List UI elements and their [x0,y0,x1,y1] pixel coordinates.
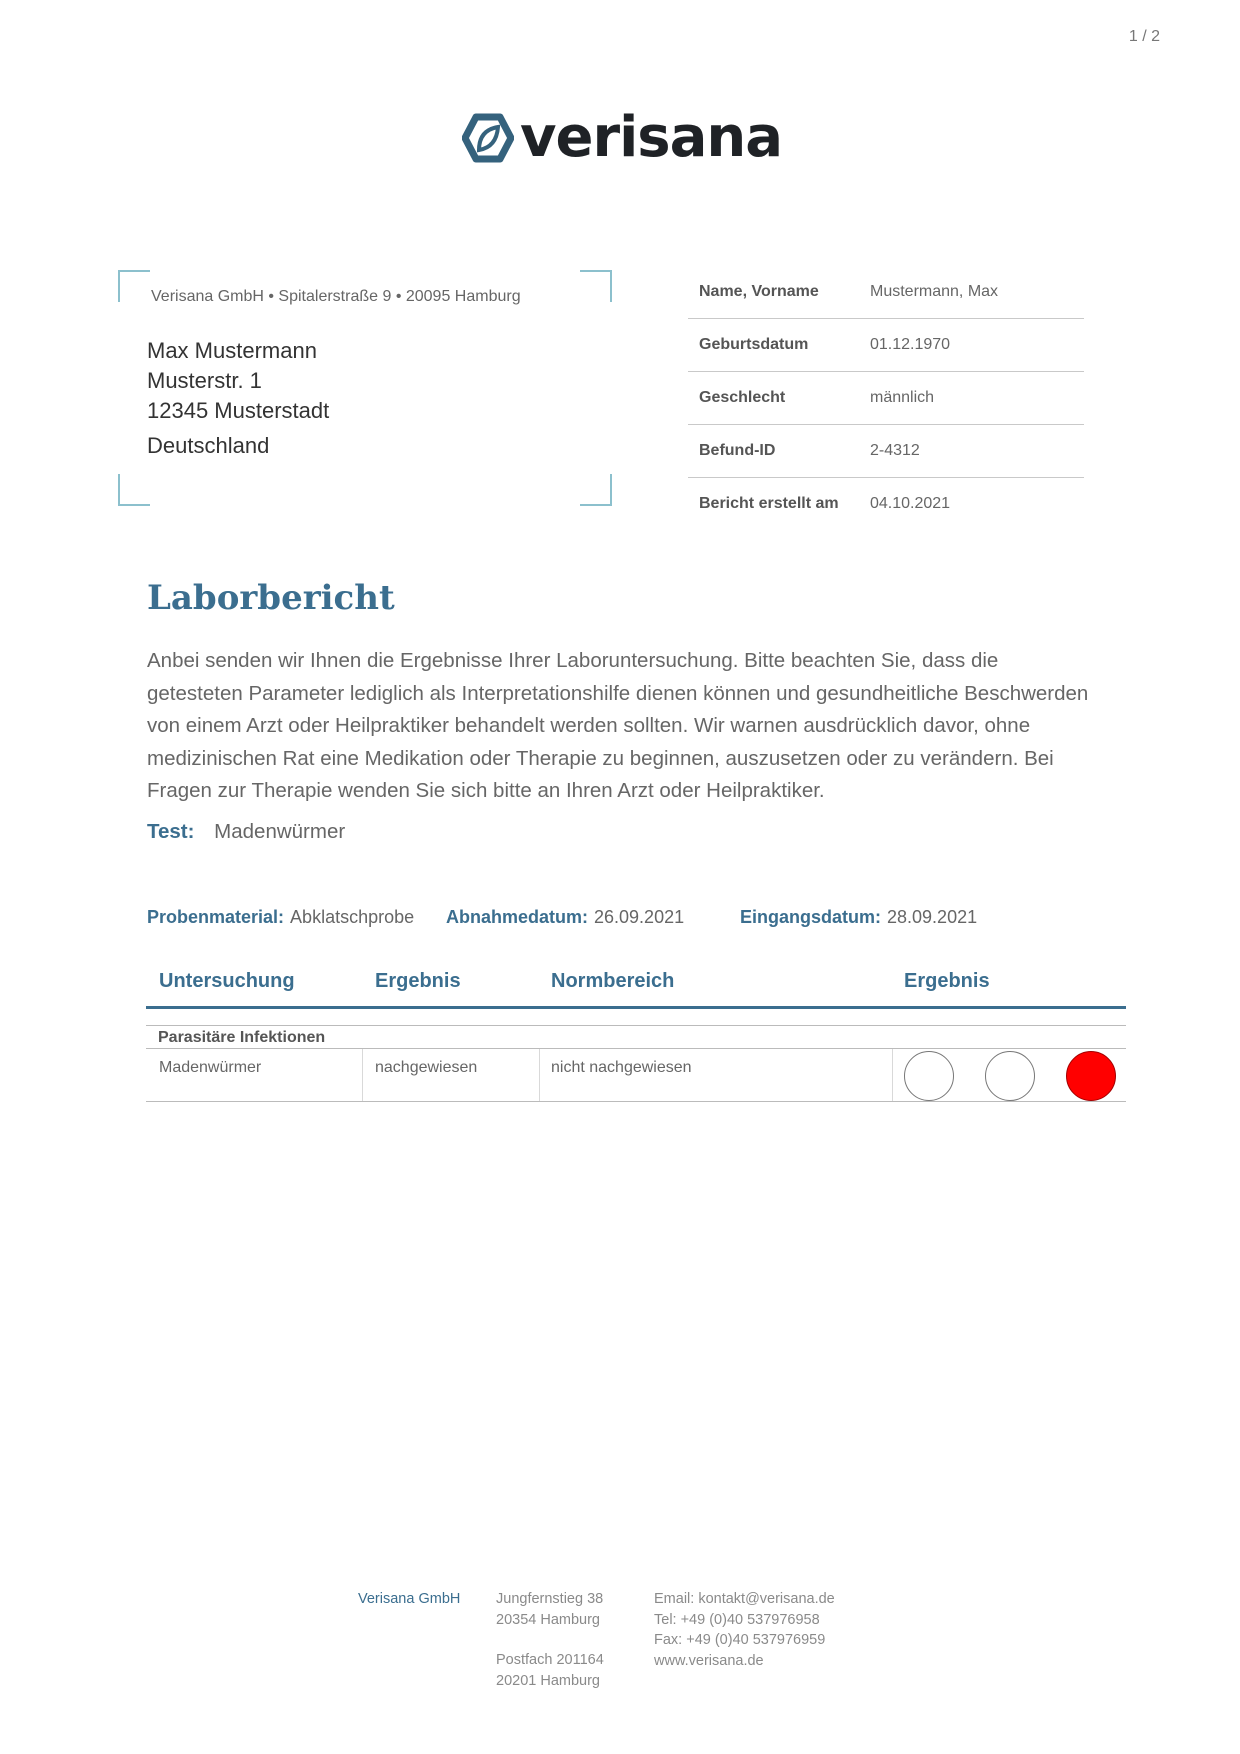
header-ergebnis-indicator: Ergebnis [904,970,990,992]
header-untersuchung: Untersuchung [159,970,295,992]
patient-info-value: männlich [859,372,1084,425]
recipient-name: Max Mustermann [147,338,317,363]
patient-info-row [688,478,1084,531]
sender-line: Verisana GmbH • Spitalerstraße 9 • 20095 Hamburg [151,288,521,305]
row-reference: nicht nachgewiesen [551,1059,692,1076]
report-intro: Anbei senden wir Ihnen die Ergebnisse Ihrer Laboruntersuchung. Bitte beachten Sie, dass die getesteten Parameter lediglich als Interpretationshilfe dienen können und gesundheitliche Beschwerden von einem Arzt oder Heilpraktiker behandelt werden sollten. Wir warnen ausdrücklich davor, ohne medizinischen Rat eine Medikation oder Therapie zu beginnen, auszusetzen oder zu verändern. Bei Fragen zur Therapie wenden Sie sich bitte an Ihren Arzt oder Heilpraktiker. [147,649,1089,802]
footer-address [496,1589,604,1691]
received-date [740,907,977,928]
received-date-value: 28.09.2021 [887,907,978,927]
footer-contact [654,1589,835,1671]
column-divider [892,1049,893,1101]
footer-postbox-city: 20201 Hamburg [496,1672,600,1689]
footer-fax: Fax: +49 (0)40 537976959 [654,1632,826,1648]
group-label: Parasitäre Infektionen [158,1029,326,1046]
collection-date-label: Abnahmedatum: [446,907,589,927]
patient-info-row [688,372,1084,425]
test-label: Test: [147,820,195,843]
patient-info-value: 04.10.2021 [870,495,951,512]
header-ergebnis: Ergebnis [375,970,461,992]
column-divider [362,1049,363,1101]
patient-info-row [688,266,1084,319]
footer-postbox: Postfach 201164 [496,1652,604,1668]
row-test-name: Madenwürmer [159,1059,262,1076]
collection-date [446,907,684,928]
patient-info-row [688,425,1084,478]
patient-info-value: 01.12.1970 [859,319,1084,372]
indicator-circle-high [1066,1051,1116,1101]
results-table [146,958,1126,1102]
recipient-street: Musterstr. 1 [147,368,262,393]
indicator-circle-low [904,1051,954,1101]
patient-info-table [688,266,1084,530]
footer-web: www.verisana.de [654,1652,764,1669]
header-spacer [146,1009,1126,1026]
indicator-circle-mid [985,1051,1035,1101]
address-window [118,270,612,506]
page-number: 1 / 2 [1128,28,1160,45]
row-result: nachgewiesen [375,1059,478,1076]
patient-info-label: Name, Vorname [688,266,859,319]
test-line [147,820,345,844]
patient-info-label: Geschlecht [688,372,859,425]
sample-material [147,907,414,928]
results-header [146,958,1126,1009]
column-divider [539,1049,540,1101]
footer-email: Email: kontakt@verisana.de [654,1591,835,1607]
patient-info-row [688,319,1084,372]
sample-material-label: Probenmaterial: [147,907,285,927]
patient-info-label: Geburtsdatum [688,319,859,372]
patient-info-label: Bericht erstellt am [699,495,839,512]
footer-street: Jungfernstieg 38 [496,1591,604,1607]
recipient-address [147,336,329,461]
report-title: Laborbericht [147,578,395,618]
patient-info-value: Mustermann, Max [859,266,1084,319]
verisana-logo [462,106,782,170]
address-corner-bottom-right [580,474,612,506]
recipient-country: Deutschland [147,433,270,458]
address-corner-top-right [580,270,612,302]
patient-info-label: Befund-ID [688,425,859,478]
recipient-city: 12345 Musterstadt [147,398,330,423]
group-row [146,1026,1126,1049]
footer-tel: Tel: +49 (0)40 537976958 [654,1611,820,1628]
footer-company: Verisana GmbH [358,1591,461,1607]
address-corner-bottom-left [118,474,150,506]
address-corner-top-left [118,270,150,302]
hexagon-leaf-icon [462,112,514,164]
test-value: Madenwürmer [214,820,346,843]
received-date-label: Eingangsdatum: [740,907,882,927]
header-normbereich: Normbereich [551,970,675,992]
patient-info-value: 2-4312 [859,425,1084,478]
collection-date-value: 26.09.2021 [594,907,685,927]
table-row [146,1049,1126,1102]
footer-city: 20354 Hamburg [496,1611,600,1628]
sample-material-value: Abklatschprobe [290,907,415,927]
brand-name: verisana [520,105,783,170]
